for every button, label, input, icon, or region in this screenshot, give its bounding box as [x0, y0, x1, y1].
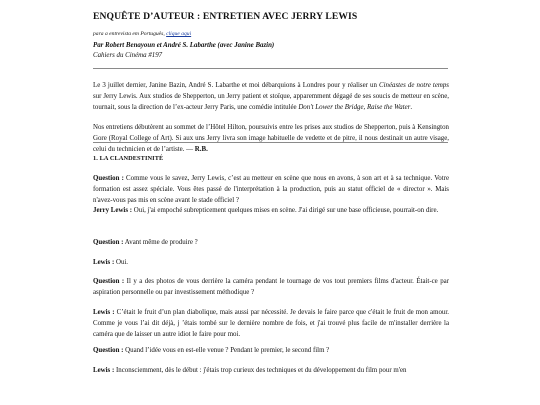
intro-p1-italic-film: Don't Lower the Bridge, Raise the Water — [298, 104, 411, 112]
speaker-label: Question : — [93, 347, 124, 354]
speaker-label: Lewis : — [93, 309, 115, 316]
dialogue-entry — [93, 307, 449, 341]
dialogue-text: Oui. — [114, 259, 129, 266]
portuguese-link[interactable]: clique aqui — [166, 31, 192, 37]
byline: Par Robert Benayoun et André S. Labarthe (avec Janine Bazin) — [93, 42, 275, 49]
intro-p1-text-c: . — [410, 104, 413, 112]
speaker-label: Question : — [93, 278, 125, 285]
intro-signature: R.B. — [194, 146, 208, 154]
dialogue-text: Avant même de produire ? — [123, 239, 198, 246]
intro-p1-text-a: Le 3 juillet dernier, Janine Bazin, André S. Labarthe et moi débarquions à Londres pour y réaliser un — [93, 82, 380, 89]
dialogue-entry — [93, 257, 449, 268]
dialogue-text: Inconsciemment, dès le début : j'étais trop curieux des techniques et du développement du film pour m'en — [114, 367, 407, 374]
dialogue-text: Oui, j'ai empoché subrepticement quelques mises en scène. J'ai dirigé sur une base officieuse, pourrait-on dire. — [132, 207, 439, 214]
dialogue-entry — [93, 237, 449, 248]
source-line: Cahiers du Cinéma #197 — [93, 52, 163, 59]
portuguese-prefix: para a entrevista em Português, — [93, 31, 167, 37]
article-title: ENQUÊTE D’AUTEUR : ENTRETIEN AVEC JERRY LEWIS — [93, 11, 358, 22]
dialogue-text: C’était le fruit d’un plan diabolique, mais aussi par nécessité. Je devais le faire parce que c'était le fruit de mon amour. Comme je vous l’ai dit déjà, j ’étais tombé sur le dernière nombre de fois, et j'ai trouvé plus facile de m'installer derrière la caméra que de laisser un autre idiot le faire pour moi. — [93, 309, 449, 339]
speaker-label: Question : — [93, 239, 124, 246]
dialogue-text: Il y a des photos de vous derrière la caméra pendant le tournage de vos tout premiers films d'acteur. Était-ce par aspiration personnelle ou par investissement méthodique ? — [93, 278, 450, 297]
intro-paragraph-2 — [93, 122, 449, 156]
divider-bottom — [93, 142, 448, 143]
dialogue-entry — [93, 205, 449, 216]
speaker-label: Lewis : — [93, 259, 115, 266]
dialogue-text: Comme vous le savez, Jerry Lewis, c’est au metteur en scène que nous en avons, à son art et à sa technique. Votre formation est assez spéciale. Vous êtes passé de l'interprétation à la production, puis au statut officiel de « director ». Mais n'avez-vous pas mis en scène avant le stade officiel ? — [93, 175, 450, 205]
dialogue-entry — [93, 365, 449, 376]
intro-p1-text-b: sur Jerry Lewis. Aux studios de Shepperton, un Jerry patient et stoïque, apparemment dégagé de ses soucis de metteur en scène, tournait, sous la direction de l’ex-acteur Jerry Paris, une comédie intitulée — [93, 93, 449, 112]
dialogue-text: Quand l’idée vous en est-elle venue ? Pendant le premier, le second film ? — [123, 347, 330, 354]
intro-paragraph-1 — [93, 80, 449, 114]
dialogue-entry — [93, 345, 449, 356]
section-title: 1. LA CLANDESTINITÉ — [93, 155, 164, 162]
dialogue-entry — [93, 173, 449, 207]
dialogue-entry — [93, 276, 449, 298]
speaker-label: Lewis : — [93, 367, 115, 374]
portuguese-version-line — [93, 31, 191, 37]
intro-p2-text: Nos entretiens débutèrent au sommet de l’Hôtel Hilton, poursuivis entre les prises aux studios de Shepperton, puis à Kensington Gore (Royal College of Art). Si aux uns Jerry livra son image habituelle de vedette et de pitre, il nous destinait un autre visage, celui du technicien et de l’artiste. — — [93, 124, 449, 154]
speaker-label: Jerry Lewis : — [93, 207, 133, 214]
intro-p1-italic-series: Cinéastes de notre temps — [379, 82, 449, 89]
divider-top — [93, 68, 448, 69]
speaker-label: Question : — [93, 175, 124, 182]
